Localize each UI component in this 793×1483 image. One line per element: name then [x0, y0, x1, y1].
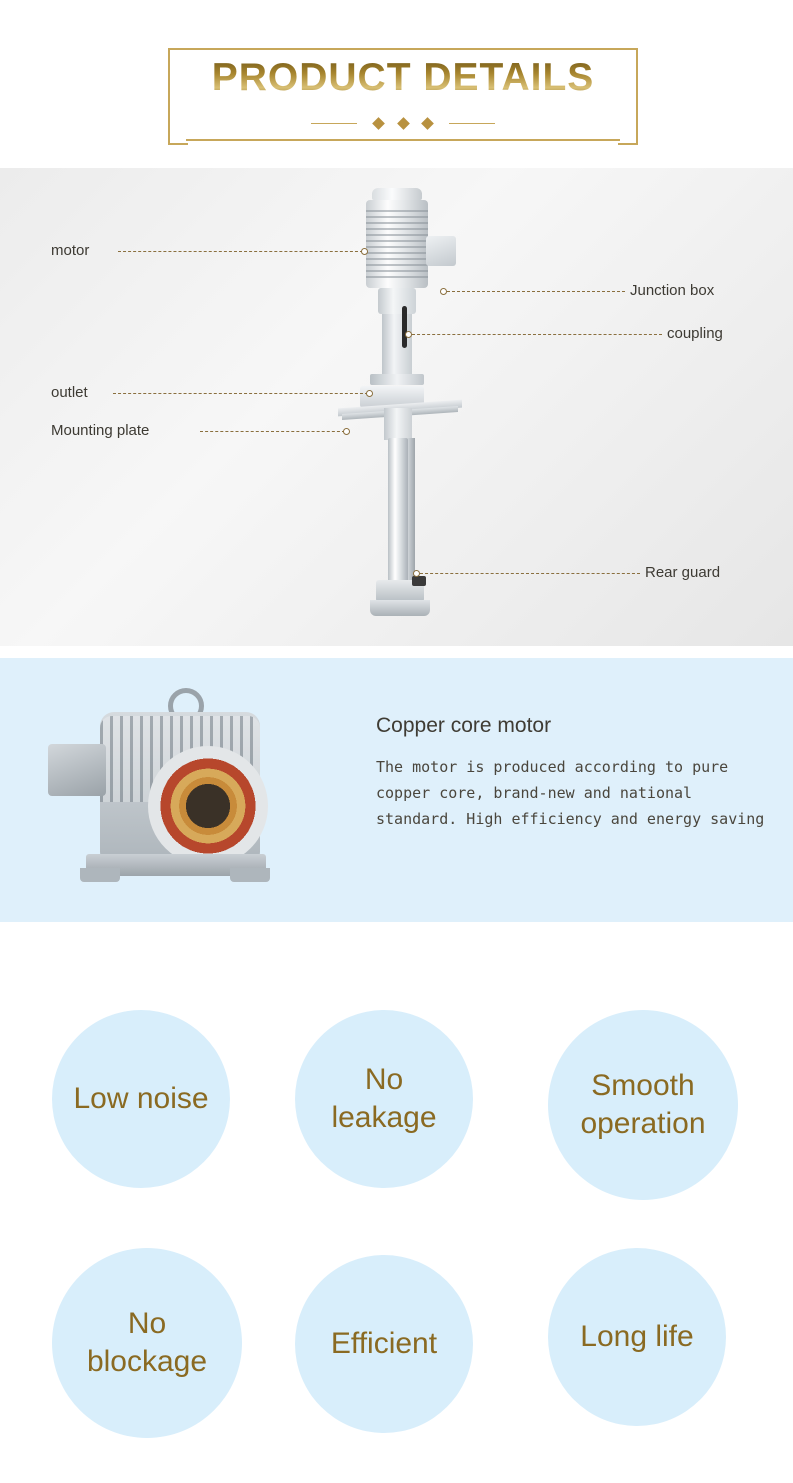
callout-dot-coupling: [405, 331, 412, 338]
motor-neck-shape: [378, 288, 416, 314]
motor-cap-shape: [372, 188, 422, 200]
motor-feature-panel: [0, 658, 793, 922]
callout-label-rear-guard: Rear guard: [645, 564, 721, 581]
motor-fins-shape: [366, 210, 428, 278]
callout-label-coupling: coupling: [667, 325, 723, 342]
page-title: PRODUCT DETAILS: [168, 56, 638, 100]
callout-leader-outlet: [113, 393, 368, 395]
callout-leader-mounting-plate: [200, 431, 345, 433]
motor-foot-right-shape: [230, 868, 270, 882]
title-frame: [168, 48, 638, 141]
callout-label-mounting-plate: Mounting plate: [51, 422, 150, 439]
rear-guard-knob-shape: [412, 576, 426, 586]
callout-label-motor: motor: [51, 242, 90, 259]
product-diagram-panel: [0, 168, 793, 646]
callout-label-outlet: outlet: [51, 384, 88, 401]
benefit-bubble: Low noise: [52, 1010, 230, 1188]
coupling-housing-shape: [382, 314, 412, 374]
benefit-bubble: No blockage: [52, 1248, 242, 1438]
feature-description: The motor is produced according to pure copper core, brand-new and national standard. High efficiency and energy saving: [376, 758, 765, 828]
callout-dot-motor: [361, 248, 368, 255]
coupling-wire-shape: [402, 306, 407, 348]
callout-leader-motor: [118, 251, 363, 253]
feature-text-block: [376, 714, 766, 832]
pump-column-shape: [388, 438, 408, 588]
diamond-icon: [421, 117, 434, 130]
callout-dot-rear-guard: [413, 570, 420, 577]
flange-shape: [370, 374, 424, 385]
diamond-icon: [373, 117, 386, 130]
divider-dash-right: [449, 123, 495, 124]
benefit-bubble: Smooth operation: [548, 1010, 738, 1200]
frame-line-top: [186, 48, 620, 50]
feature-title: Copper core motor: [376, 714, 552, 737]
shaft-upper-shape: [384, 408, 412, 440]
callout-dot-outlet: [366, 390, 373, 397]
junction-box-shape: [426, 236, 456, 266]
benefit-bubble: Efficient: [295, 1255, 473, 1433]
terminal-box-shape: [48, 744, 106, 796]
copper-winding-stator-shape: [148, 746, 268, 866]
benefit-bubble: Long life: [548, 1248, 726, 1426]
benefits-section: [0, 960, 793, 1460]
frame-line-bottom: [186, 139, 620, 141]
callout-leader-junction-box: [447, 291, 625, 293]
copper-core-motor-image: [40, 686, 340, 896]
motor-foot-left-shape: [80, 868, 120, 882]
callout-dot-mounting-plate: [343, 428, 350, 435]
callout-label-junction-box: Junction box: [630, 282, 715, 299]
callout-leader-rear-guard: [420, 573, 640, 575]
divider-dash-left: [311, 123, 357, 124]
pump-foot-shape: [370, 600, 430, 616]
callout-leader-coupling: [412, 334, 662, 336]
pump-column-side-shape: [408, 438, 415, 588]
diamond-icon: [397, 117, 410, 130]
page-header: [0, 0, 793, 165]
diamond-divider: [168, 117, 638, 129]
callout-dot-junction-box: [440, 288, 447, 295]
benefit-bubble: No leakage: [295, 1010, 473, 1188]
